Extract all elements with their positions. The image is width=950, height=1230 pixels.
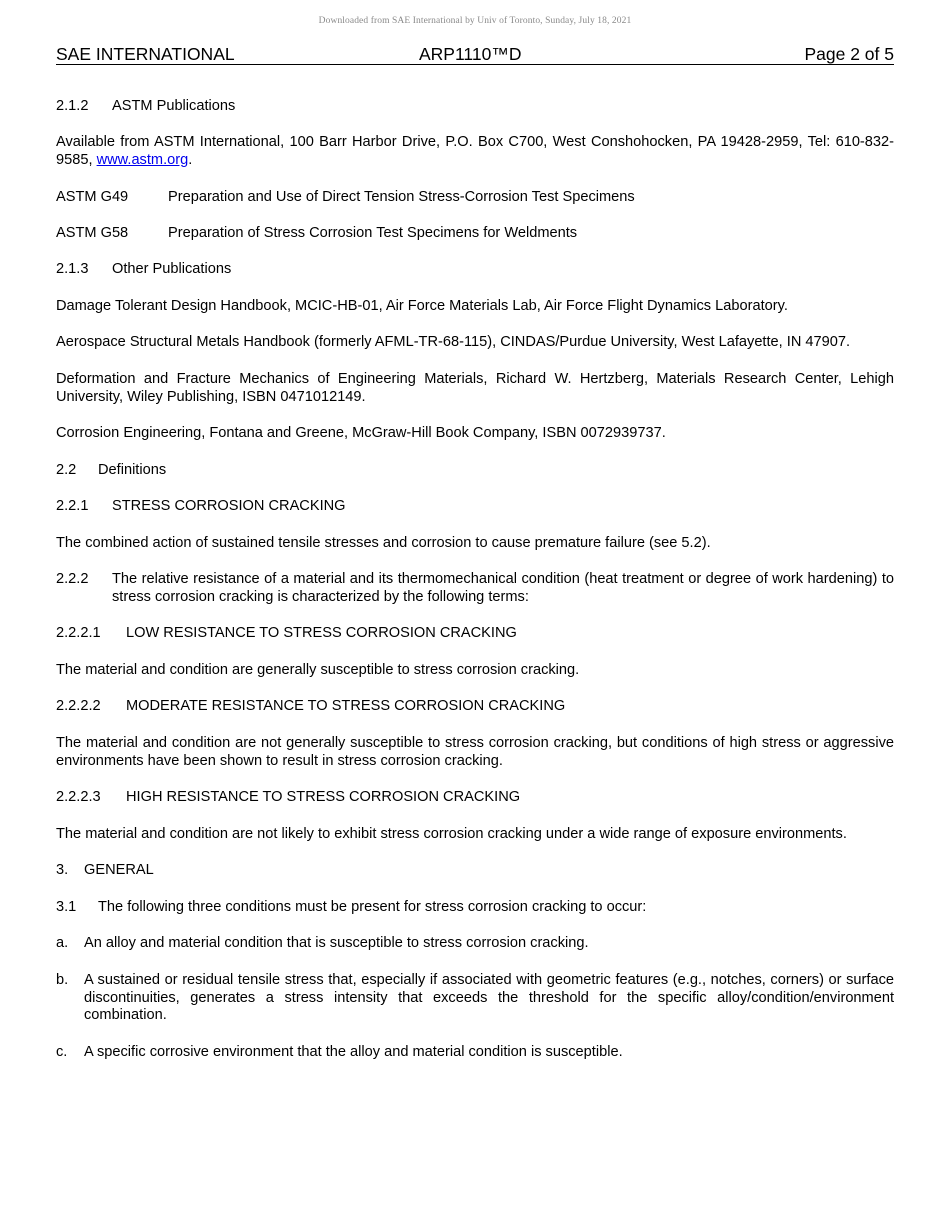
section-number: 2.1.2	[56, 98, 89, 114]
numbered-paragraph	[56, 571, 894, 606]
section-heading	[56, 698, 894, 716]
publication-entry: Corrosion Engineering, Fontana and Greene, McGraw-Hill Book Company, ISBN 0072939737.	[56, 425, 666, 441]
section-title: Other Publications	[112, 261, 232, 277]
definition-paragraph: The combined action of sustained tensile stresses and corrosion to cause premature failure (see 5.2).	[56, 535, 711, 551]
list-label: a.	[56, 935, 69, 951]
list-text: A specific corrosive environment that the alloy and material condition is susceptible.	[84, 1044, 623, 1060]
list-label: b.	[56, 972, 69, 988]
publication-entry: Damage Tolerant Design Handbook, MCIC-HB-01, Air Force Materials Lab, Air Force Flight Dynamics Laboratory.	[56, 298, 788, 314]
astm-availability-paragraph	[56, 134, 894, 169]
section-heading	[56, 625, 894, 643]
section-number: 3.	[56, 862, 69, 878]
reference-code: ASTM G49	[56, 189, 129, 205]
publication-entry: Aerospace Structural Metals Handbook (formerly AFML-TR-68-115), CINDAS/Purdue University, West Lafayette, IN 47907.	[56, 334, 851, 350]
definition-paragraph: The material and condition are not likely to exhibit stress corrosion cracking under a wide range of exposure environments.	[56, 826, 847, 842]
section-number: 2.2.2.2	[56, 698, 101, 714]
reference-code: ASTM G58	[56, 225, 129, 241]
section-title: ASTM Publications	[112, 98, 236, 114]
numbered-paragraph	[56, 899, 894, 917]
section-heading	[56, 261, 894, 279]
list-item	[56, 972, 894, 1025]
reference-astm-g58	[56, 225, 894, 243]
reference-title: Preparation and Use of Direct Tension Stress-Corrosion Test Specimens	[168, 189, 635, 205]
section-number: 2.2.2.1	[56, 625, 101, 641]
section-title: GENERAL	[84, 862, 154, 878]
reference-astm-g49	[56, 189, 894, 207]
section-heading	[56, 862, 894, 880]
header-page-number: Page 2 of 5	[804, 44, 894, 64]
paragraph-text: The following three conditions must be present for stress corrosion cracking to occur:	[98, 899, 647, 915]
section-heading	[56, 98, 894, 116]
definition-paragraph: The material and condition are not generally susceptible to stress corrosion cracking, but conditions of high stress or aggressive environments have been shown to result in stress corrosion cracking.	[56, 735, 894, 769]
section-number: 2.2.2.3	[56, 789, 101, 805]
section-heading	[56, 789, 894, 807]
section-heading	[56, 498, 894, 516]
section-number: 2.2.1	[56, 498, 89, 514]
section-title: MODERATE RESISTANCE TO STRESS CORROSION CRACKING	[126, 698, 566, 714]
header-org: SAE INTERNATIONAL	[56, 44, 235, 64]
astm-website-link[interactable]: www.astm.org	[96, 151, 189, 168]
astm-availability-text: Available from ASTM International, 100 Barr Harbor Drive, P.O. Box C700, West Conshohocken, PA 19428-2959, Tel: 610-832-9585,	[56, 134, 894, 168]
download-banner: Downloaded from SAE International by Univ of Toronto, Sunday, July 18, 2021	[318, 16, 632, 26]
list-text: An alloy and material condition that is susceptible to stress corrosion cracking.	[84, 935, 589, 951]
list-item	[56, 935, 894, 953]
publication-entry: Deformation and Fracture Mechanics of Engineering Materials, Richard W. Hertzberg, Materials Research Center, Lehigh University, Wiley Publishing, ISBN 0471012149.	[56, 371, 894, 405]
section-title: Definitions	[98, 462, 167, 478]
section-heading	[56, 462, 894, 480]
section-number: 2.2.2	[56, 571, 89, 587]
section-title: LOW RESISTANCE TO STRESS CORROSION CRACKING	[126, 625, 517, 641]
definition-paragraph: The material and condition are generally susceptible to stress corrosion cracking.	[56, 662, 580, 678]
section-number: 2.2	[56, 462, 77, 478]
reference-title: Preparation of Stress Corrosion Test Specimens for Weldments	[168, 225, 578, 241]
section-number: 3.1	[56, 899, 77, 915]
section-number: 2.1.3	[56, 261, 89, 277]
list-label: c.	[56, 1044, 68, 1060]
page-header	[56, 44, 894, 65]
list-text: A sustained or residual tensile stress that, especially if associated with geometric features (e.g., notches, corners) or surface discontinuities, generates a stress intensity that exceeds the threshold for the specific alloy/condition/environment combination.	[84, 972, 894, 1024]
section-title: STRESS CORROSION CRACKING	[112, 498, 346, 514]
header-doc-number: ARP1110™D	[419, 44, 522, 64]
paragraph-text: The relative resistance of a material and its thermomechanical condition (heat treatment or degree of work hardening) to stress corrosion cracking is characterized by the following terms:	[112, 571, 894, 605]
list-item	[56, 1044, 894, 1062]
section-title: HIGH RESISTANCE TO STRESS CORROSION CRACKING	[126, 789, 521, 805]
astm-availability-end: .	[188, 151, 193, 168]
